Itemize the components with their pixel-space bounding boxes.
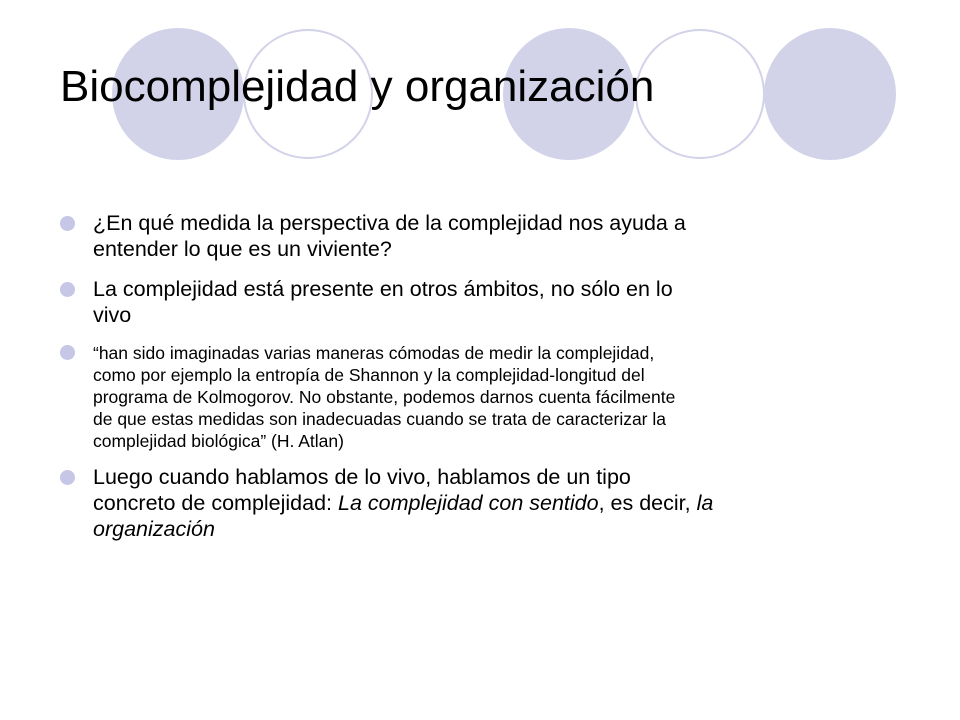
emphasis-text: la bbox=[696, 491, 714, 515]
bullet-text-line bbox=[93, 490, 920, 516]
quote-bullet-item bbox=[60, 342, 920, 452]
quote-text-line: “han sido imaginadas varias maneras cómodas de medir la complejidad, bbox=[93, 343, 655, 363]
bullet-text-line: Luego cuando hablamos de lo vivo, hablamos de un tipo bbox=[93, 465, 631, 489]
quote-text-line: de que estas medidas son inadecuadas cuando se trata de caracterizar la bbox=[93, 409, 666, 429]
bullet-text-line: vivo bbox=[93, 303, 132, 327]
bullet-item bbox=[60, 276, 920, 328]
bullet-text-segment: concreto de complejidad: bbox=[93, 491, 339, 515]
bullet-text-segment: , es decir, bbox=[598, 491, 697, 515]
bullet-text-line: ¿En qué medida la perspectiva de la complejidad nos ayuda a bbox=[93, 211, 686, 235]
emphasis-text: organización bbox=[93, 517, 215, 541]
bullet-text-line: La complejidad está presente en otros ámbitos, no sólo en lo bbox=[93, 277, 673, 301]
quote-text-line: complejidad biológica” (H. Atlan) bbox=[93, 431, 344, 451]
decorative-circle-filled bbox=[764, 28, 896, 160]
bullet-text-line bbox=[93, 516, 920, 542]
slide-title: Biocomplejidad y organización bbox=[60, 62, 655, 111]
emphasis-text: La complejidad con sentido bbox=[338, 491, 599, 515]
bullet-item bbox=[60, 464, 920, 542]
quote-text-line: programa de Kolmogorov. No obstante, podemos darnos cuenta fácilmente bbox=[93, 387, 676, 407]
bullet-list bbox=[60, 210, 920, 556]
bullet-text-line: entender lo que es un viviente? bbox=[93, 237, 392, 261]
decorative-circle-outline bbox=[635, 29, 765, 159]
quote-text-line: como por ejemplo la entropía de Shannon y la complejidad-longitud del bbox=[93, 365, 645, 385]
bullet-item bbox=[60, 210, 920, 262]
